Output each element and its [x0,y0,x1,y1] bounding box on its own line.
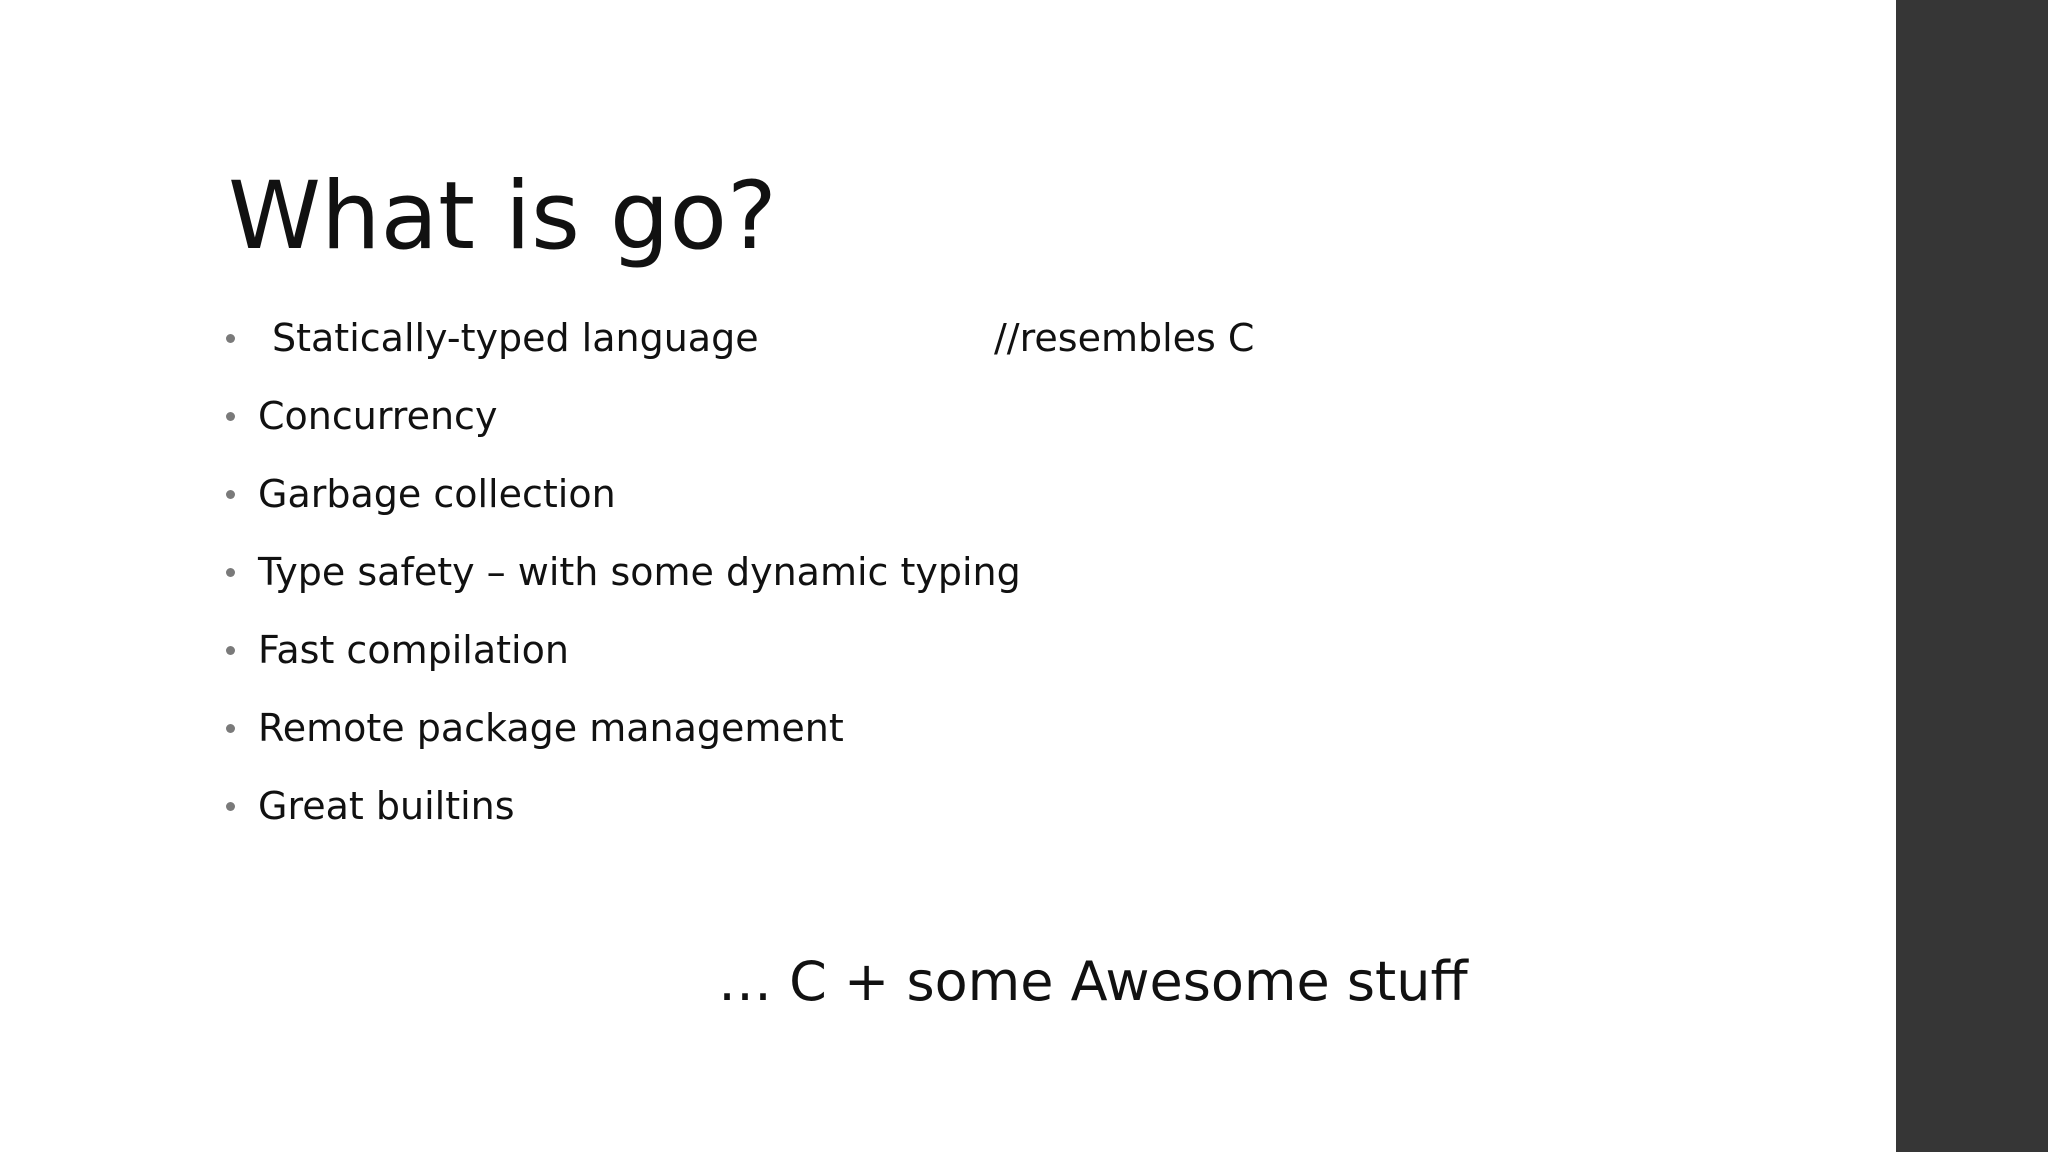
bullet-text: Statically-typed language [272,316,759,360]
bullet-dot-icon [226,568,235,577]
bullet-dot-icon [226,334,235,343]
side-bar [1896,0,2048,1152]
slide-title: What is go? [228,162,777,271]
bullet-comment: //resembles C [994,316,1255,360]
bullet-dot-icon [226,412,235,421]
bullet-text: Remote package management [258,706,844,750]
bullet-text: Great builtins [258,784,515,828]
slide-tagline: … C + some Awesome stuff [718,950,1468,1013]
bullet-text: Fast compilation [258,628,569,672]
bullet-dot-icon [226,490,235,499]
bullet-text: Garbage collection [258,472,616,516]
bullet-dot-icon [226,724,235,733]
bullet-text: Concurrency [258,394,498,438]
bullet-dot-icon [226,646,235,655]
bullet-text: Type safety – with some dynamic typing [258,550,1021,594]
bullet-dot-icon [226,802,235,811]
